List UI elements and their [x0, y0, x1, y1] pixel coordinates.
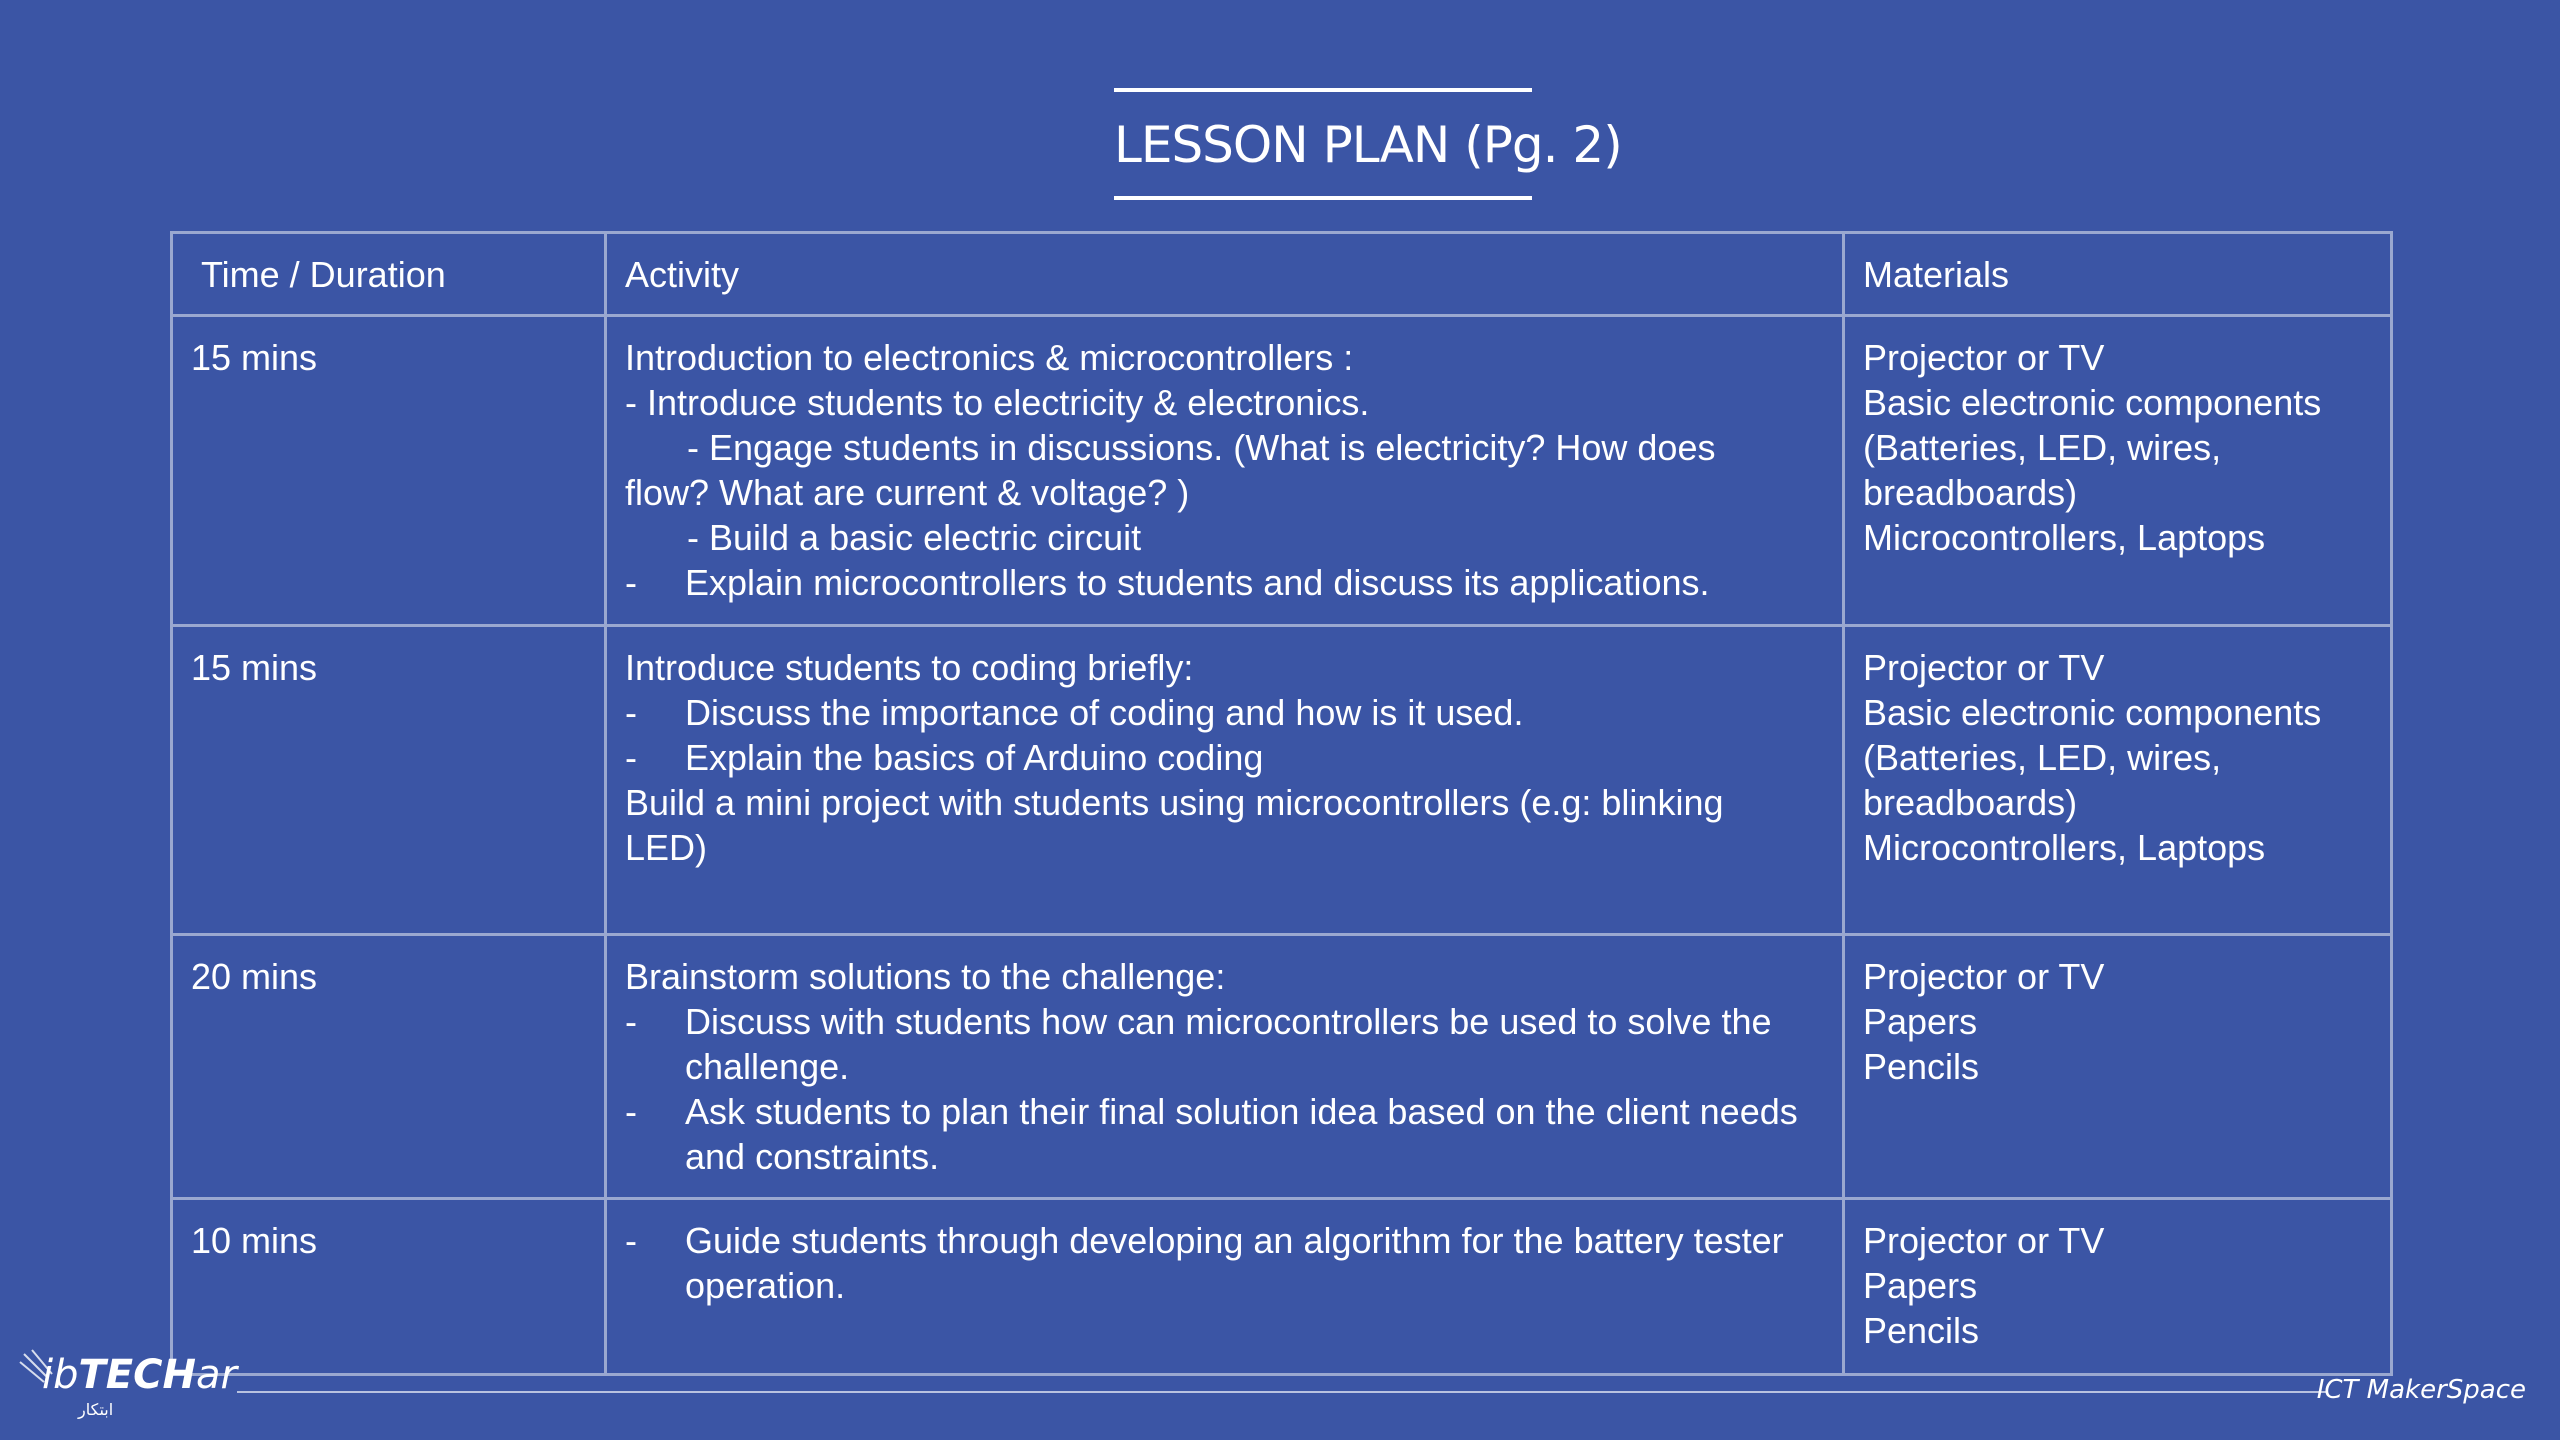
material-item: breadboards)	[1863, 472, 2078, 513]
cell-time: 20 mins	[172, 935, 606, 1199]
activity-bullet-text: Explain microcontrollers to students and discuss its applications.	[685, 562, 1710, 603]
bullet-dash: -	[625, 562, 637, 603]
title-top-rule	[1114, 88, 1532, 92]
logo-text-tech: TECH	[78, 1352, 196, 1398]
title-block	[1114, 88, 1622, 200]
activity-bullet-text: Discuss with students how can microcontrollers be used to solve the challenge.	[685, 1001, 1772, 1087]
activity-line: Build a mini project with students using microcontrollers (e.g: blinking	[625, 782, 1724, 823]
activity-bullet-text: Discuss the importance of coding and how is it used.	[685, 692, 1524, 733]
material-item: Projector or TV	[1863, 337, 2105, 378]
activity-bullet-text: Ask students to plan their final solution idea based on the client needs and constraints.	[685, 1091, 1798, 1177]
cell-materials	[1844, 626, 2392, 935]
page-title: LESSON PLAN (Pg. 2)	[1114, 116, 1622, 174]
title-bottom-rule	[1114, 196, 1532, 200]
material-item: Papers	[1863, 1265, 1978, 1306]
cell-materials	[1844, 316, 2392, 626]
activity-line: Brainstorm solutions to the challenge:	[625, 956, 1226, 997]
bullet-dash: -	[625, 1001, 637, 1042]
material-item: Pencils	[1863, 1046, 1980, 1087]
cell-activity	[606, 316, 1844, 626]
cell-materials	[1844, 1199, 2392, 1375]
material-item: Microcontrollers, Laptops	[1863, 517, 2266, 558]
activity-bullet	[625, 1089, 1824, 1179]
cell-time: 10 mins	[172, 1199, 606, 1375]
footer-rule	[237, 1391, 2327, 1393]
material-item: Microcontrollers, Laptops	[1863, 827, 2266, 868]
activity-line: Introduce students to coding briefly:	[625, 647, 1194, 688]
table-row	[172, 316, 2392, 626]
activity-line: Introduction to electronics & microcontrollers :	[625, 337, 1354, 378]
activity-bullet	[625, 999, 1824, 1089]
activity-bullet	[625, 560, 1824, 605]
bullet-dash: -	[625, 692, 637, 733]
material-item: Projector or TV	[1863, 956, 2105, 997]
header-activity: Activity	[606, 233, 1844, 316]
cell-time: 15 mins	[172, 626, 606, 935]
cell-materials	[1844, 935, 2392, 1199]
activity-line: - Engage students in discussions. (What is electricity? How does	[687, 427, 1716, 468]
table-row	[172, 935, 2392, 1199]
material-item: Papers	[1863, 1001, 1978, 1042]
material-item: Basic electronic components	[1863, 382, 2322, 423]
logo-text-ib: ib	[42, 1352, 79, 1398]
lesson-plan-table	[170, 231, 2393, 1376]
activity-line: flow? What are current & voltage? )	[625, 472, 1190, 513]
activity-bullet	[625, 735, 1824, 780]
cell-activity	[606, 626, 1844, 935]
header-time: Time / Duration	[172, 233, 606, 316]
cell-activity	[606, 935, 1844, 1199]
table-row	[172, 1199, 2392, 1375]
bullet-dash: -	[625, 737, 637, 778]
material-item: Pencils	[1863, 1310, 1980, 1351]
activity-line: LED)	[625, 827, 708, 868]
logo-text-ar: ar	[195, 1352, 237, 1398]
material-item: breadboards)	[1863, 782, 2078, 823]
bullet-dash: -	[625, 1220, 637, 1261]
header-materials: Materials	[1844, 233, 2392, 316]
logo-wordmark	[42, 1350, 237, 1400]
footer-label: ICT MakerSpace	[2316, 1375, 2526, 1405]
activity-line: - Introduce students to electricity & electronics.	[625, 382, 1370, 423]
logo-arabic-subtext: ابتكار	[78, 1400, 114, 1419]
activity-bullet	[625, 690, 1824, 735]
material-item: Basic electronic components	[1863, 692, 2322, 733]
cell-time: 15 mins	[172, 316, 606, 626]
table-header-row	[172, 233, 2392, 316]
activity-bullet-text: Explain the basics of Arduino coding	[685, 737, 1264, 778]
material-item: Projector or TV	[1863, 1220, 2105, 1261]
material-item: (Batteries, LED, wires,	[1863, 737, 2222, 778]
material-item: (Batteries, LED, wires,	[1863, 427, 2222, 468]
material-item: Projector or TV	[1863, 647, 2105, 688]
bullet-dash: -	[625, 1091, 637, 1132]
activity-bullet-text: Guide students through developing an algorithm for the battery tester operation.	[685, 1220, 1784, 1306]
ibtechar-logo	[18, 1348, 237, 1428]
activity-line: - Build a basic electric circuit	[687, 517, 1142, 558]
table-row	[172, 626, 2392, 935]
cell-activity	[606, 1199, 1844, 1375]
activity-bullet	[625, 1218, 1824, 1308]
